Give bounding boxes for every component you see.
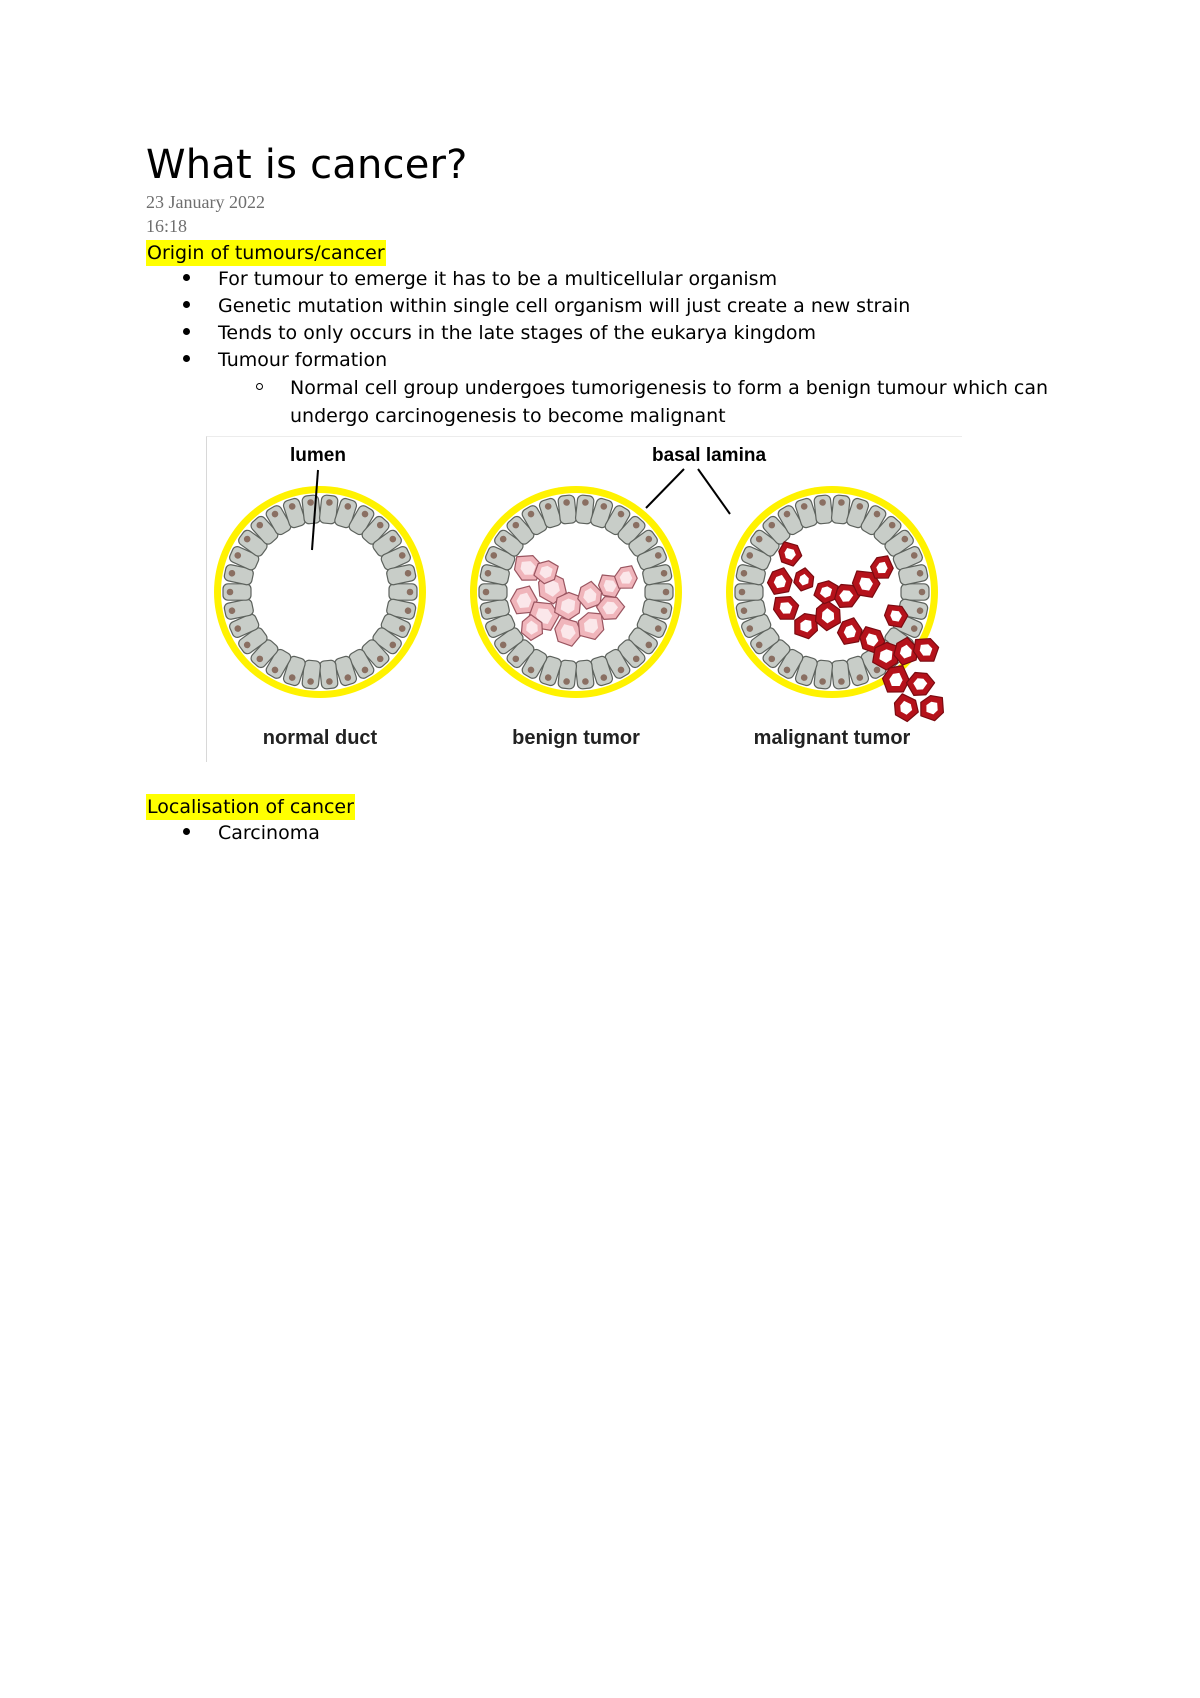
basal-pointer-line-2 [698, 469, 730, 514]
bullet-icon [183, 328, 190, 335]
sub-bullet-list [218, 374, 1066, 430]
cell-nucleus [919, 589, 926, 596]
cell-nucleus [407, 589, 414, 596]
sub-list-item: Normal cell group undergoes tumorigenesis to form a benign tumour which can undergo carcinogenesis to become malignant [218, 374, 1066, 430]
note-page [146, 140, 1066, 847]
origin-bullet-list [146, 266, 1066, 430]
normal-duct-caption: normal duct [262, 727, 378, 749]
epithelial-cell [831, 660, 850, 690]
list-item: Carcinoma [146, 820, 1066, 847]
list-item: For tumour to emerge it has to be a multicellular organism [146, 266, 1066, 293]
note-date: 23 January 2022 [146, 192, 265, 212]
cell-nucleus [227, 589, 234, 596]
epithelial-cell [223, 584, 251, 600]
epithelial-cell [645, 584, 673, 600]
list-item: Tends to only occurs in the late stages of the eukarya kingdom [146, 320, 1066, 347]
basal-lamina-label: basal lamina [651, 445, 767, 466]
bullet-icon [183, 301, 190, 308]
bullet-icon [183, 828, 190, 835]
list-item: Tumour formation Normal cell group undergoes tumorigenesis to form a benign tumour which can undergo carcinogenesis to become malignant [146, 347, 1066, 430]
malignant-cell [918, 694, 946, 722]
note-time: 16:18 [146, 216, 188, 236]
duct-diagram [206, 436, 966, 762]
cell-nucleus [483, 589, 490, 596]
benign-tumor-caption: benign tumor [512, 727, 640, 749]
list-item: Genetic mutation within single cell organism will just create a new strain [146, 293, 1066, 320]
epithelial-cell [302, 495, 321, 525]
tumor-progression-figure [206, 436, 966, 762]
localisation-bullet-list [146, 820, 1066, 847]
section-heading-localisation: Localisation of cancer [147, 796, 354, 818]
bullet-icon [183, 355, 190, 362]
section-heading-origin: Origin of tumours/cancer [147, 242, 385, 264]
hollow-bullet-icon [256, 383, 263, 390]
cell-nucleus [663, 589, 670, 596]
lumen-label: lumen [290, 445, 346, 466]
page-title: What is cancer? [146, 142, 468, 188]
epithelial-cell [575, 660, 594, 690]
malignant-tumor-drawing [726, 486, 946, 725]
epithelial-cell [319, 660, 338, 690]
epithelial-cell [389, 584, 417, 600]
malignant-cell [889, 691, 923, 725]
epithelial-cell [735, 584, 763, 600]
cell-nucleus [739, 589, 746, 596]
bullet-icon [183, 274, 190, 281]
epithelial-cell [479, 584, 507, 600]
benign-tumor-drawing [470, 486, 682, 698]
epithelial-cell [901, 584, 929, 600]
basal-pointer-line-1 [646, 469, 684, 508]
normal-duct-drawing [214, 486, 426, 698]
epithelial-cell [558, 495, 577, 525]
malignant-tumor-caption: malignant tumor [753, 727, 911, 749]
epithelial-cell [814, 495, 833, 525]
